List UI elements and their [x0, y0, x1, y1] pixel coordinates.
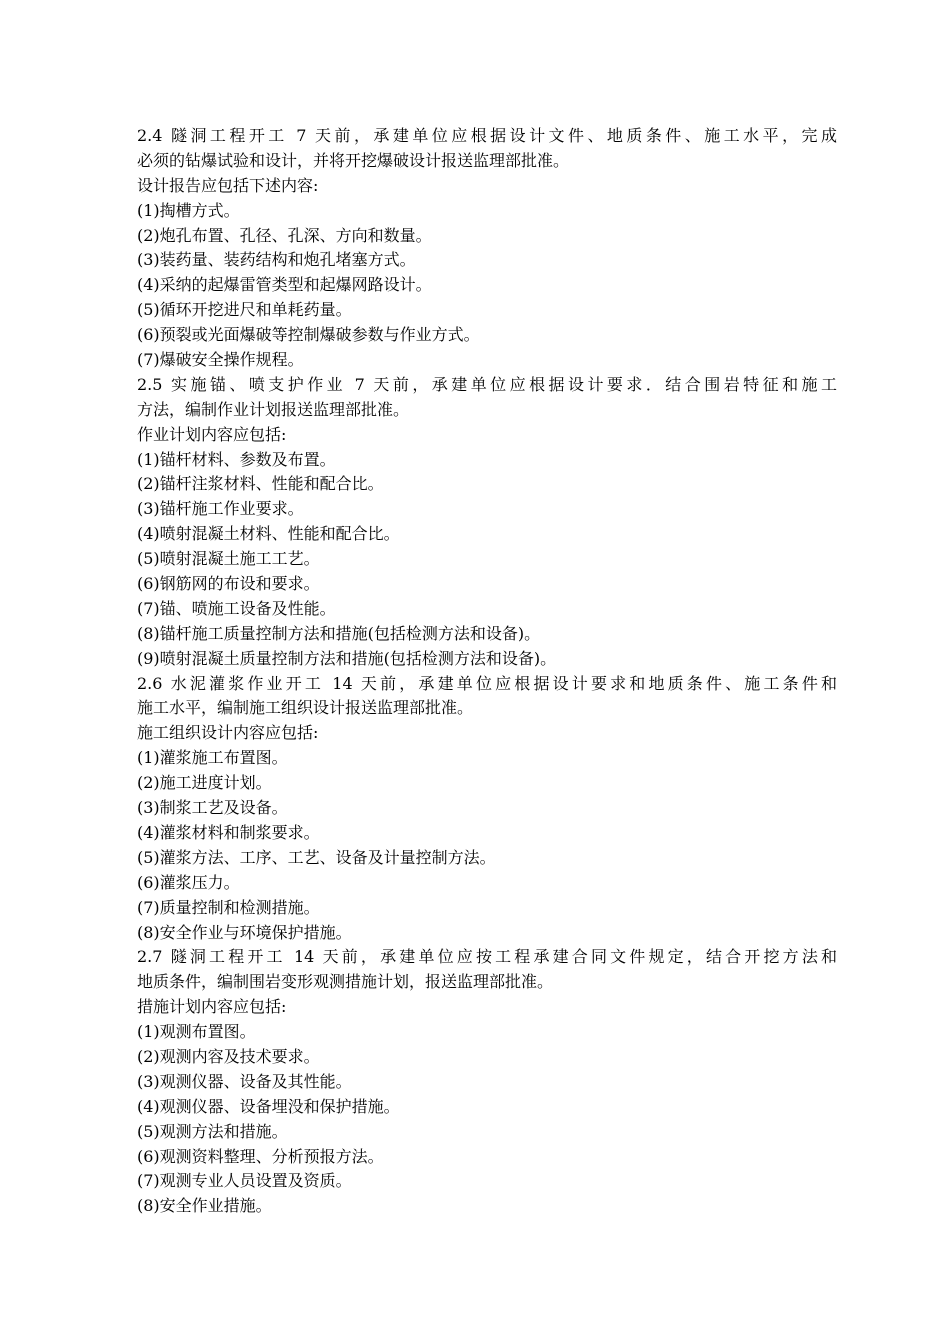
document-page — [137, 124, 837, 1219]
list-item: (2)炮孔布置、孔径、孔深、方向和数量。 — [137, 225, 432, 245]
section-heading-line: 2.5 实施锚、喷支护作业 7 天前，承建单位应根据设计要求．结合围岩特征和施工 — [137, 374, 837, 394]
list-item: (3)观测仪器、设备及其性能。 — [137, 1071, 352, 1091]
section-intro: 作业计划内容应包括: — [137, 424, 287, 444]
list-item: (3)制浆工艺及设备。 — [137, 798, 288, 818]
list-item: (7)观测专业人员设置及资质。 — [137, 1171, 352, 1191]
list-item: (6)预裂或光面爆破等控制爆破参数与作业方式。 — [137, 325, 480, 345]
list-item: (4)灌浆材料和制浆要求。 — [137, 822, 320, 842]
section-intro: 措施计划内容应包括: — [137, 997, 287, 1017]
list-item: (1)观测布置图。 — [137, 1022, 256, 1042]
list-item: (8)安全作业措施。 — [137, 1196, 272, 1216]
section-heading-line: 2.4 隧洞工程开工 7 天前，承建单位应根据设计文件、地质条件、施工水平，完成 — [137, 126, 837, 145]
list-item: (5)观测方法和措施。 — [137, 1121, 288, 1141]
list-item: (4)观测仪器、设备埋没和保护措施。 — [137, 1096, 400, 1116]
section-heading-line: 方法，编制作业计划报送监理部批准。 — [137, 399, 410, 419]
list-item: (7)爆破安全操作规程。 — [137, 350, 304, 370]
list-item: (4)采纳的起爆雷管类型和起爆网路设计。 — [137, 275, 432, 295]
list-item: (2)观测内容及技术要求。 — [137, 1046, 320, 1066]
section-2-6 — [137, 672, 837, 946]
list-item: (1)灌浆施工布置图。 — [137, 748, 288, 768]
list-item: (6)钢筋网的布设和要求。 — [137, 574, 320, 594]
list-item: (4)喷射混凝土材料、性能和配合比。 — [137, 524, 400, 544]
section-heading-line: 地质条件，编制围岩变形观测措施计划，报送监理部批准。 — [137, 972, 554, 992]
list-item: (1)锚杆材料、参数及布置。 — [137, 449, 336, 469]
list-item: (8)安全作业与环境保护措施。 — [137, 922, 352, 942]
section-2-5 — [137, 373, 837, 672]
section-heading-line: 2.6 水泥灌浆作业开工 14 天前，承建单位应根据设计要求和地质条件、施工条件和 — [137, 673, 837, 693]
list-item: (5)喷射混凝土施工工艺。 — [137, 549, 320, 569]
list-item: (6)观测资料整理、分析预报方法。 — [137, 1146, 384, 1166]
list-item: (2)锚杆注浆材料、性能和配合比。 — [137, 474, 384, 494]
list-item: (6)灌浆压力。 — [137, 872, 240, 892]
section-intro: 施工组织设计内容应包括: — [137, 723, 319, 743]
section-heading-line: 2.7 隧洞工程开工 14 天前，承建单位应按工程承建合同文件规定，结合开挖方法和 — [137, 947, 837, 967]
section-intro: 设计报告应包括下述内容: — [137, 175, 319, 195]
section-heading-line: 必须的钻爆试验和设计，并将开挖爆破设计报送监理部批准。 — [137, 150, 570, 170]
list-item: (7)质量控制和检测措施。 — [137, 897, 320, 917]
section-2-7 — [137, 945, 837, 1219]
list-item: (5)循环开挖进尺和单耗药量。 — [137, 300, 352, 320]
list-item: (3)锚杆施工作业要求。 — [137, 499, 304, 519]
list-item: (8)锚杆施工质量控制方法和措施(包括检测方法和设备)。 — [137, 623, 541, 643]
list-item: (9)喷射混凝土质量控制方法和措施(包括检测方法和设备)。 — [137, 648, 557, 668]
section-2-4 — [137, 124, 837, 373]
section-heading-line: 施工水平，编制施工组织设计报送监理部批准。 — [137, 698, 474, 718]
list-item: (7)锚、喷施工设备及性能。 — [137, 598, 336, 618]
list-item: (5)灌浆方法、工序、工艺、设备及计量控制方法。 — [137, 847, 496, 867]
list-item: (2)施工进度计划。 — [137, 773, 272, 793]
list-item: (1)掏槽方式。 — [137, 200, 240, 220]
list-item: (3)装药量、装药结构和炮孔堵塞方式。 — [137, 250, 416, 270]
